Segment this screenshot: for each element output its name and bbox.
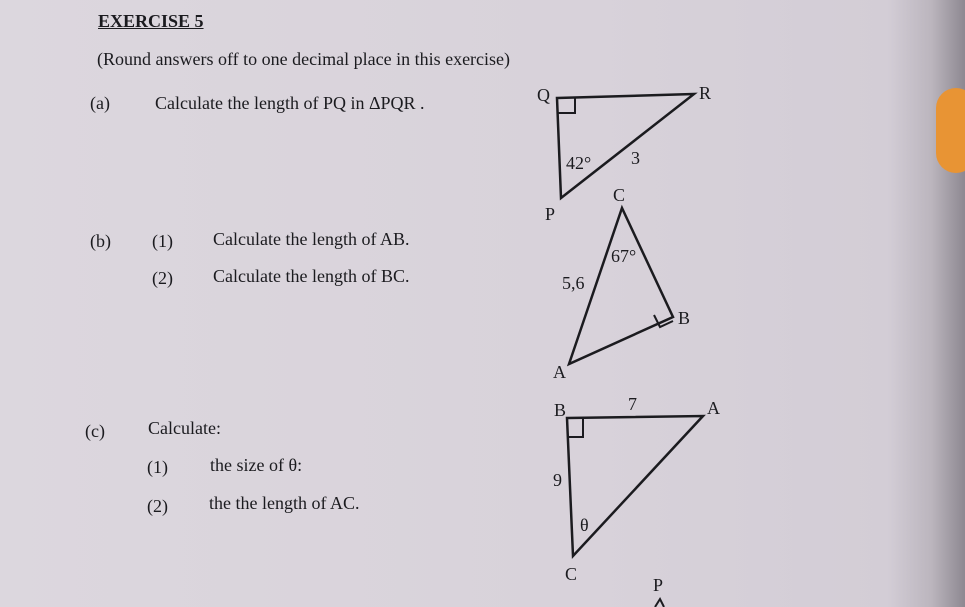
side-5-6: 5,6 (562, 273, 585, 293)
label-c3: C (565, 564, 578, 584)
question-c1-text: the size of θ: (210, 455, 303, 475)
triangle-abc (569, 208, 673, 364)
label-a3: A (707, 398, 720, 418)
next-figure-edge (655, 599, 664, 607)
angle-42: 42° (566, 153, 592, 173)
label-q: Q (537, 85, 550, 105)
question-c1-num: (1) (147, 457, 168, 477)
instruction: (Round answers off to one decimal place in this exercise) (97, 49, 511, 69)
triangle-pqr (557, 94, 694, 198)
question-a-label: (a) (90, 93, 110, 113)
side-7: 7 (628, 394, 637, 414)
question-c2-text: the the length of AC. (209, 493, 360, 513)
angle-67: 67° (611, 246, 637, 266)
label-p: P (545, 204, 556, 224)
label-b3: B (554, 400, 567, 420)
label-a: A (553, 362, 566, 382)
side-3: 3 (631, 148, 640, 168)
question-b1-text: Calculate the length of AB. (213, 229, 410, 249)
question-b-label: (b) (90, 231, 111, 251)
side-9: 9 (553, 470, 562, 490)
question-c-text: Calculate: (148, 418, 221, 438)
label-r: R (699, 83, 712, 103)
label-c: C (613, 185, 626, 205)
angle-theta: θ (580, 515, 589, 535)
question-b2-num: (2) (152, 268, 173, 288)
question-b2-text: Calculate the length of BC. (213, 266, 410, 286)
exercise-title: EXERCISE 5 (98, 11, 204, 31)
label-p-next: P (653, 575, 664, 595)
label-b: B (678, 308, 691, 328)
question-c2-num: (2) (147, 496, 168, 516)
question-a-text: Calculate the length of PQ in ΔPQR . (155, 93, 425, 113)
question-c-label: (c) (85, 421, 105, 441)
triangle-bac (567, 416, 703, 556)
question-b1-num: (1) (152, 231, 173, 251)
